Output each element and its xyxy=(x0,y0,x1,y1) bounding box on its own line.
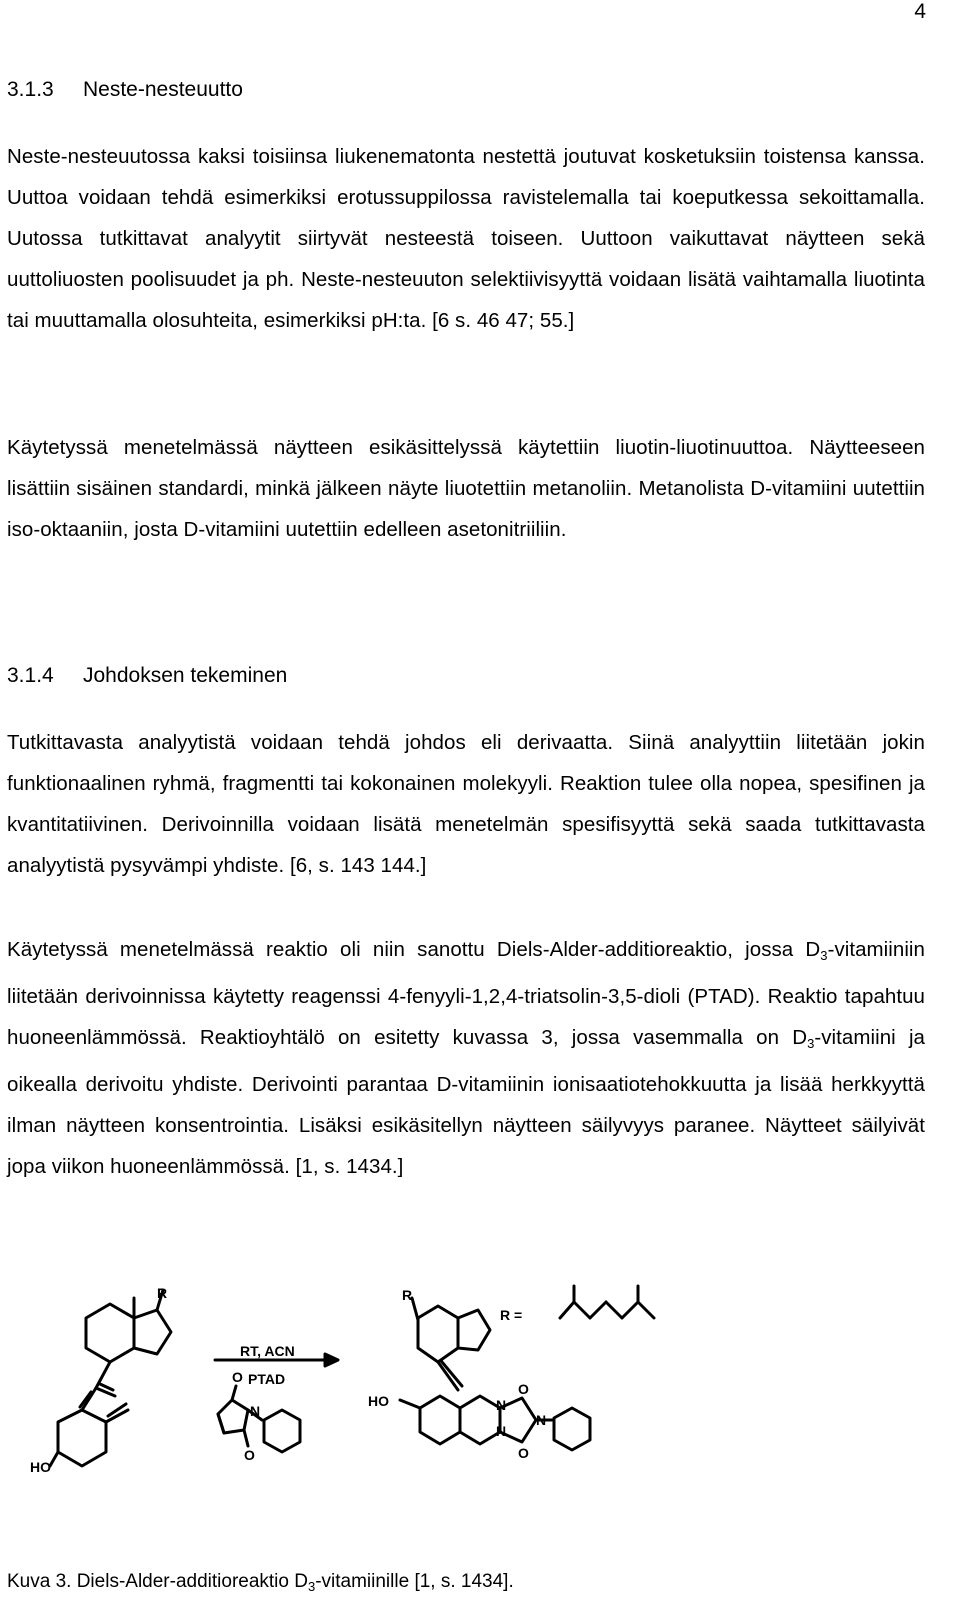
section-heading-3-1-4 xyxy=(7,664,287,688)
label-rt-acn: RT, ACN xyxy=(240,1343,295,1359)
caption-text: Kuva 3. Diels-Alder-additioreaktio D xyxy=(7,1571,308,1592)
product-ring-d xyxy=(458,1310,490,1350)
page-number: 4 xyxy=(914,0,926,23)
product-ring-a xyxy=(420,1396,460,1444)
paragraph xyxy=(7,930,925,1187)
label-O: O xyxy=(232,1369,243,1385)
label-R: R xyxy=(402,1287,413,1303)
ring-c xyxy=(86,1304,134,1362)
subscript: 3 xyxy=(307,1579,316,1594)
label-R-eq: R = xyxy=(500,1307,523,1323)
text-run: -vitamiini ja oikealla derivoitu yhdiste. Derivointi parantaa D-vitamiinin ionisaatiotehokkuutta ja lisää herkkyyttä ilman näytteen konsentrointia. Lisäksi esikäsitellyn näytteen säilyvyys paranee. Näytteet säilyivät jopa viikon huoneenlämmössä. [1, s. 1434.] xyxy=(7,1025,925,1178)
label-O: O xyxy=(518,1381,529,1397)
section-number: 3.1.4 xyxy=(7,664,54,687)
tetrahydropyridazine-ring xyxy=(460,1396,500,1444)
reaction-figure xyxy=(0,1270,960,1490)
subscript: 3 xyxy=(807,1035,815,1051)
figure-caption xyxy=(7,1571,514,1594)
product-ring-c xyxy=(418,1306,458,1362)
section-heading-3-1-3 xyxy=(7,78,243,102)
text-run: -vitamiiniin liitetään derivoinnissa käytetty reagenssi 4-fenyyli-1,2,4-triatsolin-3,5-dioli (PTAD). Reaktio tapahtuu huoneenlämmössä. Reaktioyhtälö on esitetty kuvassa 3, jossa vasemmalla on D xyxy=(7,938,925,1049)
label-N: N xyxy=(496,1397,507,1413)
label-O: O xyxy=(244,1447,255,1463)
section-title: Johdoksen tekeminen xyxy=(83,664,288,687)
ring-a xyxy=(58,1410,106,1466)
text-run: Käytetyssä menetelmässä reaktio oli niin sanottu Diels-Alder-additioreaktio, jossa D xyxy=(7,938,821,961)
label-O: O xyxy=(518,1445,529,1461)
section-title: Neste-nesteuutto xyxy=(83,78,243,101)
paragraph: Tutkittavasta analyytistä voidaan tehdä johdos eli derivaatta. Siinä analyyttiin liitetään jokin funktionaalinen ryhmä, fragmentti tai kokonainen molekyyli. Reaktion tulee olla nopea, spesifinen ja kvantitatiivinen. Derivoinnilla voidaan lisätä menetelmän spesifisyyttä sekä saada tutkittavasta analyytistä pysyvämpi yhdiste. [6, s. 143 144.] xyxy=(7,731,925,877)
label-HO: HO xyxy=(368,1393,389,1409)
product-phenyl-ring xyxy=(554,1408,590,1450)
phenyl-ring xyxy=(264,1410,300,1452)
paragraph: Käytetyssä menetelmässä näytteen esikäsittelyssä käytettiin liuotin-liuotinuuttoa. Näytteeseen lisättiin sisäinen standardi, minkä jälkeen näyte liuotettiin metanoliin. Metanolista D-vitamiini uutettiin iso-oktaaniin, josta D-vitamiini uutettiin edelleen asetonitriiliin. xyxy=(7,436,925,541)
label-N: N xyxy=(496,1423,507,1439)
caption-text: -vitamiinille [1, s. 1434]. xyxy=(315,1571,514,1592)
ring-d xyxy=(134,1310,171,1354)
label-ptad: PTAD xyxy=(248,1371,286,1387)
label-R: R xyxy=(157,1285,168,1301)
reaction-scheme xyxy=(0,1270,960,1490)
section-number: 3.1.3 xyxy=(7,78,54,101)
label-HO: HO xyxy=(30,1459,51,1475)
paragraph: Neste-nesteuutossa kaksi toisiinsa liukenematonta nestettä joutuvat kosketuksiin toistensa kanssa. Uuttoa voidaan tehdä esimerkiksi erotussuppilossa ravistelemalla tai koeputkessa sekoittamalla. Uutossa tutkittavat analyytit siirtyvät nesteestä toiseen. Uuttoon vaikuttavat näytteen sekä uuttoliuosten poolisuudet ja ph. Neste-nesteuuton selektiivisyyttä voidaan lisätä vaihtamalla liuotinta tai muuttamalla olosuhteita, esimerkiksi pH:ta. [6 s. 46 47; 55.] xyxy=(7,145,925,332)
label-N: N xyxy=(536,1412,547,1428)
label-N: N xyxy=(250,1403,261,1419)
subscript: 3 xyxy=(820,948,828,963)
